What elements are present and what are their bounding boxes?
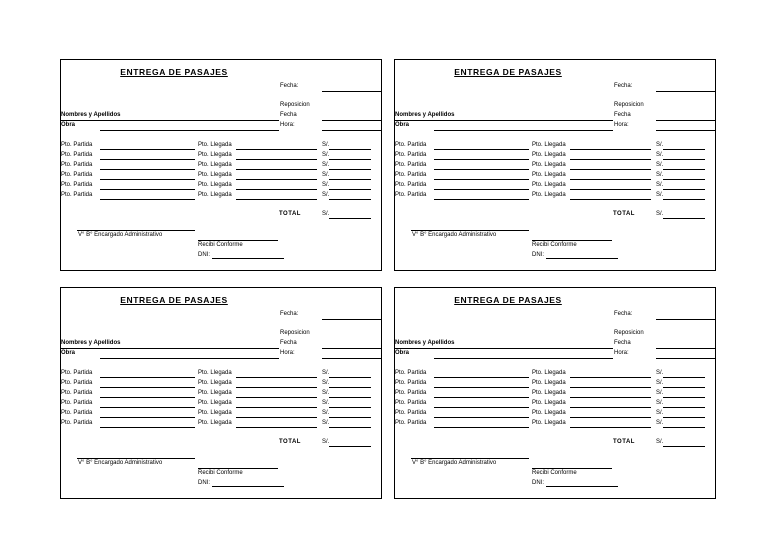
fecha-label: Fecha: [614, 83, 633, 89]
llegada-label: Pto. Llegada [198, 400, 232, 406]
currency-label: S/. [322, 410, 330, 416]
amount-field[interactable] [663, 189, 705, 190]
vb-line [77, 458, 195, 459]
form-title: ENTREGA DE PASAJES [120, 67, 228, 77]
partida-label: Pto. Partida [61, 400, 93, 406]
partida-label: Pto. Partida [61, 152, 93, 158]
vb-line [411, 230, 529, 231]
partida-label: Pto. Partida [395, 182, 427, 188]
llegada-label: Pto. Llegada [198, 142, 232, 148]
amount-field[interactable] [663, 377, 705, 378]
llegada-label: Pto. Llegada [532, 172, 566, 178]
reposicion-label: Reposicion [614, 330, 644, 336]
llegada-label: Pto. Llegada [198, 390, 232, 396]
dni-field[interactable] [546, 486, 618, 487]
llegada-label: Pto. Llegada [532, 400, 566, 406]
partida-field[interactable] [100, 169, 195, 170]
trip-row [395, 410, 717, 420]
currency-label: S/. [322, 380, 330, 386]
nombres-field[interactable] [395, 348, 613, 349]
trip-row [395, 152, 717, 162]
recibi-line [532, 468, 612, 469]
currency-label: S/. [656, 142, 664, 148]
recibi-label: Recibi Conforme [198, 470, 243, 476]
fecha-field[interactable] [322, 91, 382, 92]
llegada-label: Pto. Llegada [532, 182, 566, 188]
currency-label: S/. [322, 420, 330, 426]
llegada-label: Pto. Llegada [198, 182, 232, 188]
nombres-field[interactable] [395, 120, 613, 121]
partida-field[interactable] [434, 387, 529, 388]
total-label: TOTAL [279, 211, 301, 217]
amount-field[interactable] [663, 169, 705, 170]
currency-label: S/. [656, 152, 664, 158]
nombres-label: Nombres y Apellidos [61, 340, 121, 346]
amount-field[interactable] [329, 387, 371, 388]
amount-field[interactable] [663, 179, 705, 180]
partida-field[interactable] [100, 427, 195, 428]
reposicion-label: Reposicion [280, 330, 310, 336]
vb-line [77, 230, 195, 231]
hora-field[interactable] [322, 130, 382, 131]
llegada-field[interactable] [236, 427, 317, 428]
amount-field[interactable] [329, 377, 371, 378]
trip-row [395, 162, 717, 172]
vb-line [411, 458, 529, 459]
llegada-field[interactable] [236, 159, 317, 160]
fecha2-field[interactable] [322, 348, 382, 349]
currency-label: S/. [656, 162, 664, 168]
llegada-label: Pto. Llegada [198, 410, 232, 416]
total-currency: S/. [322, 439, 330, 445]
obra-field[interactable] [100, 130, 279, 131]
partida-field[interactable] [100, 179, 195, 180]
llegada-field[interactable] [236, 407, 317, 408]
trip-row [61, 182, 383, 192]
recibi-label: Recibi Conforme [198, 242, 243, 248]
partida-field[interactable] [434, 189, 529, 190]
pasajes-form [60, 287, 382, 499]
form-title: ENTREGA DE PASAJES [454, 67, 562, 77]
hora-label: Hora: [614, 350, 629, 356]
partida-field[interactable] [434, 417, 529, 418]
currency-label: S/. [322, 172, 330, 178]
total-field[interactable] [663, 218, 705, 219]
llegada-field[interactable] [236, 149, 317, 150]
llegada-field[interactable] [570, 427, 651, 428]
dni-field[interactable] [212, 486, 284, 487]
llegada-field[interactable] [570, 377, 651, 378]
llegada-label: Pto. Llegada [532, 162, 566, 168]
nombres-label: Nombres y Apellidos [395, 340, 455, 346]
partida-label: Pto. Partida [395, 142, 427, 148]
currency-label: S/. [322, 182, 330, 188]
fecha-field[interactable] [656, 319, 716, 320]
trip-row [61, 380, 383, 390]
partida-field[interactable] [100, 407, 195, 408]
fecha-label: Fecha: [280, 311, 299, 317]
total-label: TOTAL [613, 211, 635, 217]
fecha2-label: Fecha [614, 112, 631, 118]
fecha2-label: Fecha [280, 112, 297, 118]
llegada-field[interactable] [236, 387, 317, 388]
partida-label: Pto. Partida [395, 420, 427, 426]
llegada-field[interactable] [236, 169, 317, 170]
vb-label: V° B° Encargado Administrativo [412, 232, 497, 238]
fecha2-field[interactable] [322, 120, 382, 121]
amount-field[interactable] [329, 417, 371, 418]
hora-field[interactable] [656, 358, 716, 359]
currency-label: S/. [656, 390, 664, 396]
currency-label: S/. [656, 420, 664, 426]
dni-field[interactable] [546, 258, 618, 259]
llegada-label: Pto. Llegada [198, 172, 232, 178]
amount-field[interactable] [663, 149, 705, 150]
nombres-field[interactable] [61, 120, 279, 121]
trip-row [61, 370, 383, 380]
partida-label: Pto. Partida [395, 192, 427, 198]
partida-label: Pto. Partida [61, 162, 93, 168]
currency-label: S/. [322, 142, 330, 148]
amount-field[interactable] [663, 159, 705, 160]
currency-label: S/. [656, 192, 664, 198]
trip-row [395, 172, 717, 182]
llegada-field[interactable] [570, 149, 651, 150]
partida-label: Pto. Partida [61, 172, 93, 178]
partida-field[interactable] [434, 397, 529, 398]
partida-label: Pto. Partida [61, 192, 93, 198]
currency-label: S/. [322, 370, 330, 376]
partida-field[interactable] [100, 377, 195, 378]
obra-label: Obra [395, 122, 410, 128]
obra-label: Obra [395, 350, 410, 356]
fecha2-field[interactable] [656, 120, 716, 121]
total-field[interactable] [663, 446, 705, 447]
llegada-label: Pto. Llegada [532, 192, 566, 198]
currency-label: S/. [322, 162, 330, 168]
partida-label: Pto. Partida [395, 172, 427, 178]
obra-label: Obra [61, 122, 76, 128]
obra-field[interactable] [100, 358, 279, 359]
currency-label: S/. [322, 192, 330, 198]
llegada-label: Pto. Llegada [532, 410, 566, 416]
trip-row [61, 390, 383, 400]
total-currency: S/. [656, 439, 664, 445]
llegada-field[interactable] [236, 397, 317, 398]
trip-row [61, 400, 383, 410]
partida-field[interactable] [434, 169, 529, 170]
currency-label: S/. [656, 182, 664, 188]
amount-field[interactable] [329, 159, 371, 160]
fecha2-label: Fecha [280, 340, 297, 346]
pasajes-form [394, 287, 716, 499]
fecha-label: Fecha: [614, 311, 633, 317]
dni-label: DNI: [532, 480, 544, 486]
fecha-label: Fecha: [280, 83, 299, 89]
fecha2-field[interactable] [656, 348, 716, 349]
amount-field[interactable] [663, 387, 705, 388]
partida-label: Pto. Partida [395, 390, 427, 396]
hora-label: Hora: [280, 122, 295, 128]
currency-label: S/. [322, 390, 330, 396]
trip-row [395, 400, 717, 410]
total-currency: S/. [322, 211, 330, 217]
recibi-line [198, 240, 278, 241]
partida-field[interactable] [434, 199, 529, 200]
amount-field[interactable] [663, 397, 705, 398]
amount-field[interactable] [663, 427, 705, 428]
partida-label: Pto. Partida [395, 162, 427, 168]
nombres-field[interactable] [61, 348, 279, 349]
recibi-line [198, 468, 278, 469]
amount-field[interactable] [663, 407, 705, 408]
partida-field[interactable] [434, 179, 529, 180]
llegada-field[interactable] [570, 407, 651, 408]
llegada-field[interactable] [570, 417, 651, 418]
amount-field[interactable] [329, 149, 371, 150]
currency-label: S/. [656, 400, 664, 406]
amount-field[interactable] [329, 169, 371, 170]
trip-row [395, 182, 717, 192]
currency-label: S/. [656, 410, 664, 416]
llegada-label: Pto. Llegada [198, 152, 232, 158]
llegada-label: Pto. Llegada [198, 420, 232, 426]
recibi-label: Recibi Conforme [532, 470, 577, 476]
llegada-field[interactable] [570, 159, 651, 160]
llegada-field[interactable] [236, 417, 317, 418]
recibi-line [532, 240, 612, 241]
partida-field[interactable] [434, 427, 529, 428]
vb-label: V° B° Encargado Administrativo [412, 460, 497, 466]
obra-field[interactable] [434, 130, 613, 131]
llegada-field[interactable] [236, 179, 317, 180]
currency-label: S/. [656, 370, 664, 376]
partida-label: Pto. Partida [61, 390, 93, 396]
llegada-label: Pto. Llegada [532, 370, 566, 376]
partida-label: Pto. Partida [395, 370, 427, 376]
partida-label: Pto. Partida [61, 410, 93, 416]
hora-label: Hora: [614, 122, 629, 128]
partida-field[interactable] [434, 149, 529, 150]
obra-label: Obra [61, 350, 76, 356]
partida-label: Pto. Partida [61, 370, 93, 376]
trip-row [395, 142, 717, 152]
partida-label: Pto. Partida [61, 142, 93, 148]
trip-row [395, 380, 717, 390]
vb-label: V° B° Encargado Administrativo [78, 232, 163, 238]
partida-label: Pto. Partida [395, 152, 427, 158]
amount-field[interactable] [329, 199, 371, 200]
llegada-label: Pto. Llegada [198, 380, 232, 386]
fecha2-label: Fecha [614, 340, 631, 346]
amount-field[interactable] [329, 397, 371, 398]
total-field[interactable] [329, 218, 371, 219]
amount-field[interactable] [329, 179, 371, 180]
trip-row [61, 142, 383, 152]
currency-label: S/. [656, 172, 664, 178]
partida-field[interactable] [434, 407, 529, 408]
trip-row [395, 370, 717, 380]
dni-label: DNI: [532, 252, 544, 258]
hora-label: Hora: [280, 350, 295, 356]
partida-label: Pto. Partida [61, 420, 93, 426]
partida-field[interactable] [100, 149, 195, 150]
total-label: TOTAL [613, 439, 635, 445]
hora-field[interactable] [656, 130, 716, 131]
reposicion-label: Reposicion [614, 102, 644, 108]
trip-row [61, 410, 383, 420]
partida-label: Pto. Partida [61, 380, 93, 386]
dni-label: DNI: [198, 480, 210, 486]
total-currency: S/. [656, 211, 664, 217]
total-field[interactable] [329, 446, 371, 447]
trip-row [61, 192, 383, 202]
trip-row [61, 420, 383, 430]
amount-field[interactable] [329, 189, 371, 190]
nombres-label: Nombres y Apellidos [61, 112, 121, 118]
pasajes-form [394, 59, 716, 271]
partida-field[interactable] [434, 377, 529, 378]
amount-field[interactable] [329, 407, 371, 408]
partida-field[interactable] [100, 199, 195, 200]
llegada-field[interactable] [570, 169, 651, 170]
trip-row [395, 420, 717, 430]
partida-field[interactable] [100, 397, 195, 398]
reposicion-label: Reposicion [280, 102, 310, 108]
partida-label: Pto. Partida [61, 182, 93, 188]
llegada-label: Pto. Llegada [198, 370, 232, 376]
currency-label: S/. [656, 380, 664, 386]
fecha-field[interactable] [656, 91, 716, 92]
recibi-label: Recibi Conforme [532, 242, 577, 248]
form-title: ENTREGA DE PASAJES [454, 295, 562, 305]
form-title: ENTREGA DE PASAJES [120, 295, 228, 305]
dni-field[interactable] [212, 258, 284, 259]
amount-field[interactable] [663, 417, 705, 418]
llegada-label: Pto. Llegada [532, 152, 566, 158]
llegada-label: Pto. Llegada [532, 380, 566, 386]
llegada-field[interactable] [236, 189, 317, 190]
llegada-label: Pto. Llegada [532, 390, 566, 396]
trip-row [61, 162, 383, 172]
vb-label: V° B° Encargado Administrativo [78, 460, 163, 466]
partida-label: Pto. Partida [395, 410, 427, 416]
trip-row [395, 390, 717, 400]
trip-row [395, 192, 717, 202]
dni-label: DNI: [198, 252, 210, 258]
amount-field[interactable] [663, 199, 705, 200]
llegada-field[interactable] [236, 199, 317, 200]
partida-field[interactable] [100, 387, 195, 388]
llegada-field[interactable] [570, 199, 651, 200]
currency-label: S/. [322, 400, 330, 406]
llegada-label: Pto. Llegada [532, 420, 566, 426]
fecha-field[interactable] [322, 319, 382, 320]
partida-field[interactable] [100, 159, 195, 160]
llegada-field[interactable] [570, 189, 651, 190]
hora-field[interactable] [322, 358, 382, 359]
nombres-label: Nombres y Apellidos [395, 112, 455, 118]
llegada-label: Pto. Llegada [198, 162, 232, 168]
partida-label: Pto. Partida [395, 380, 427, 386]
pasajes-form [60, 59, 382, 271]
currency-label: S/. [322, 152, 330, 158]
llegada-label: Pto. Llegada [198, 192, 232, 198]
partida-field[interactable] [434, 159, 529, 160]
trip-row [61, 172, 383, 182]
partida-field[interactable] [100, 189, 195, 190]
trip-row [61, 152, 383, 162]
obra-field[interactable] [434, 358, 613, 359]
partida-field[interactable] [100, 417, 195, 418]
partida-label: Pto. Partida [395, 400, 427, 406]
total-label: TOTAL [279, 439, 301, 445]
amount-field[interactable] [329, 427, 371, 428]
llegada-field[interactable] [570, 179, 651, 180]
llegada-label: Pto. Llegada [532, 142, 566, 148]
llegada-field[interactable] [570, 397, 651, 398]
llegada-field[interactable] [570, 387, 651, 388]
llegada-field[interactable] [236, 377, 317, 378]
